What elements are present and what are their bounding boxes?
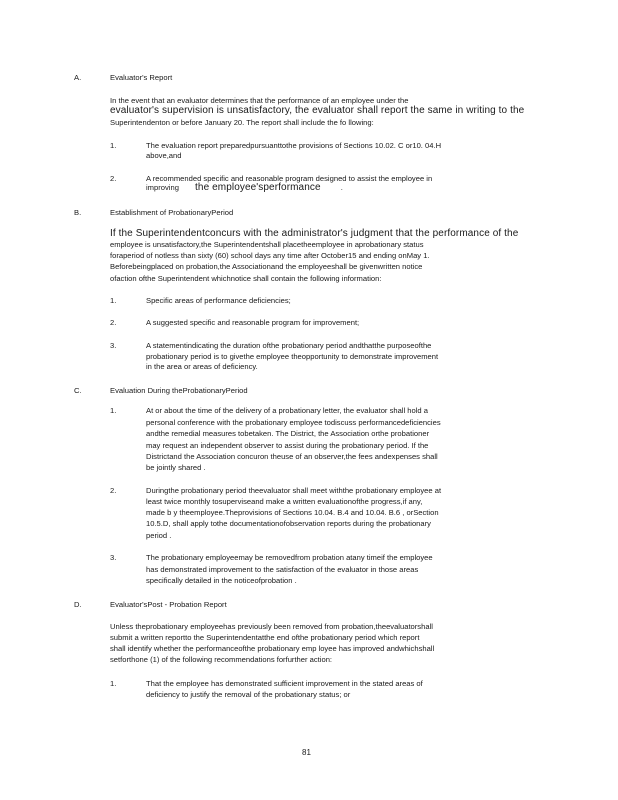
section-c-item-1-line-3: andthe remedial measures tobetaken. The District, the Association orthe probationer bbox=[146, 429, 430, 438]
section-c-item-2-line-2: least twice monthly tosuperviseand make a written evaluationofthe progress,if any, bbox=[146, 497, 423, 506]
section-c-item-2-number: 2. bbox=[110, 486, 117, 495]
section-c-item-1-line-5: Districtand the Association concuron theuse of an observer,the fees andexpenses shall bbox=[146, 452, 438, 461]
section-b-line-2: employee is unsatisfactory,the Superintendentshall placetheemployee in aprobationary status bbox=[110, 240, 424, 249]
section-a-item-1-line-2: above,and bbox=[146, 151, 182, 160]
section-b-item-3-number: 3. bbox=[110, 341, 117, 350]
section-c-letter: C. bbox=[74, 386, 82, 395]
section-b-line-1: If the Superintendentconcurs with the administrator's judgment that the performance of the bbox=[110, 228, 519, 239]
section-d-letter: D. bbox=[74, 600, 82, 609]
section-b-item-3-line-2: probationary period is to givethe employee theopportunity to demonstrate improvement bbox=[146, 352, 439, 361]
section-c-item-2-line-1: Duringthe probationary period theevaluator shall meet withthe probationary employee at bbox=[146, 486, 442, 495]
section-d-item-1-line-2: deficiency to justify the removal of the probationary status; or bbox=[146, 690, 351, 699]
section-c-item-1-line-2: personal conference with the probationary employee todiscuss performancedeficiencies bbox=[146, 418, 441, 427]
section-b-line-4: Beforebeingplaced on probation,the Associationand the employeeshall be givenwritten notice bbox=[110, 262, 423, 271]
section-a-line-1: In the event that an evaluator determines that the performance of an employee under the bbox=[110, 96, 409, 105]
section-b-item-2-number: 2. bbox=[110, 318, 117, 327]
section-a-item-2-line-1: A recommended specific and reasonable program designed to assist the employee in bbox=[146, 174, 433, 183]
section-a-item-2-line-2 bbox=[146, 183, 343, 193]
section-d-line-4: setforthone (1) of the following recommendations forfurther action: bbox=[110, 655, 333, 664]
section-a-line-2: evaluator's supervision is unsatisfactory, the evaluator shall report the same in writing to the bbox=[110, 105, 525, 116]
section-d-line-1: Unless theprobationary employeehas previously been removed from probation,theevaluatorshall bbox=[110, 622, 433, 631]
section-c-item-3-line-2: has demonstrated improvement to the satisfaction of the evaluator in those areas bbox=[146, 565, 419, 574]
section-a-item-2-period: . bbox=[340, 183, 343, 192]
section-a-item-2-number: 2. bbox=[110, 174, 117, 183]
section-c-item-2-line-5: period . bbox=[146, 531, 172, 540]
section-b-item-3-line-3: in the area or areas of deficiency. bbox=[146, 362, 258, 371]
section-b-item-3-line-1: A statementindicating the duration ofthe probationary period andthatthe purposeofthe bbox=[146, 341, 432, 350]
section-b-item-2-line-1: A suggested specific and reasonable program for improvement; bbox=[146, 318, 360, 327]
section-a-letter: A. bbox=[74, 73, 82, 82]
section-b-item-1-line-1: Specific areas of performance deficiencies; bbox=[146, 296, 291, 305]
section-c-item-3-number: 3. bbox=[110, 553, 117, 562]
section-d-heading: Evaluator'sPost - Probation Report bbox=[110, 600, 227, 609]
section-b-item-1-number: 1. bbox=[110, 296, 117, 305]
section-c-item-1-number: 1. bbox=[110, 406, 117, 415]
section-a-item-1-line-1: The evaluation report preparedpursuanttothe provisions of Sections 10.02. C or10. 04.H bbox=[146, 141, 442, 150]
section-c-item-3-line-3: specifically detailed in the noticeofprobation . bbox=[146, 576, 297, 585]
section-a-line-3: Superintendenton or before January 20. The report shall include the fo llowing: bbox=[110, 118, 374, 127]
section-c-item-2-line-4: 10.5.D, shall apply tothe documentationofobservation reports during the probationary bbox=[146, 519, 431, 528]
section-c-item-1-line-1: At or about the time of the delivery of a probationary letter, the evaluator shall hold a bbox=[146, 406, 428, 415]
section-b-heading: Establishment of ProbationaryPeriod bbox=[110, 208, 234, 217]
section-a-item-2-phrase: the employee'sperformance bbox=[195, 182, 321, 193]
section-b-line-3: foraperiod of notless than sixty (60) school days any time after October15 and ending onMay 1. bbox=[110, 251, 430, 260]
section-d-item-1-number: 1. bbox=[110, 679, 117, 688]
section-a-item-1-number: 1. bbox=[110, 141, 117, 150]
section-d-line-3: shall identify whether the performanceofthe probationary emp loyee has improved andwhichshall bbox=[110, 644, 435, 653]
section-c-item-3-line-1: The probationary employeemay be removedfrom probation atany timeif the employee bbox=[146, 553, 433, 562]
section-d-line-2: submit a written reportto the Superintendentatthe end ofthe probationary period which report bbox=[110, 633, 420, 642]
section-c-item-2-line-3: made b y theemployee.Theprovisions of Sections 10.04. B.4 and 10.04. B.6 , orSection bbox=[146, 508, 439, 517]
section-a-heading: Evaluator's Report bbox=[110, 73, 173, 82]
section-c-heading: Evaluation During theProbationaryPeriod bbox=[110, 386, 248, 395]
section-a-item-2-word: improving bbox=[146, 183, 179, 192]
section-c-item-1-line-4: may request an independent observer to assist during the probationary period. If the bbox=[146, 441, 429, 450]
section-b-line-5: ofaction ofthe Superintendent whichnotice shall contain the following information: bbox=[110, 274, 382, 283]
section-c-item-1-line-6: be jointly shared . bbox=[146, 463, 206, 472]
page-number: 81 bbox=[302, 748, 311, 757]
section-b-letter: B. bbox=[74, 208, 82, 217]
section-d-item-1-line-1: That the employee has demonstrated sufficient improvement in the stated areas of bbox=[146, 679, 423, 688]
